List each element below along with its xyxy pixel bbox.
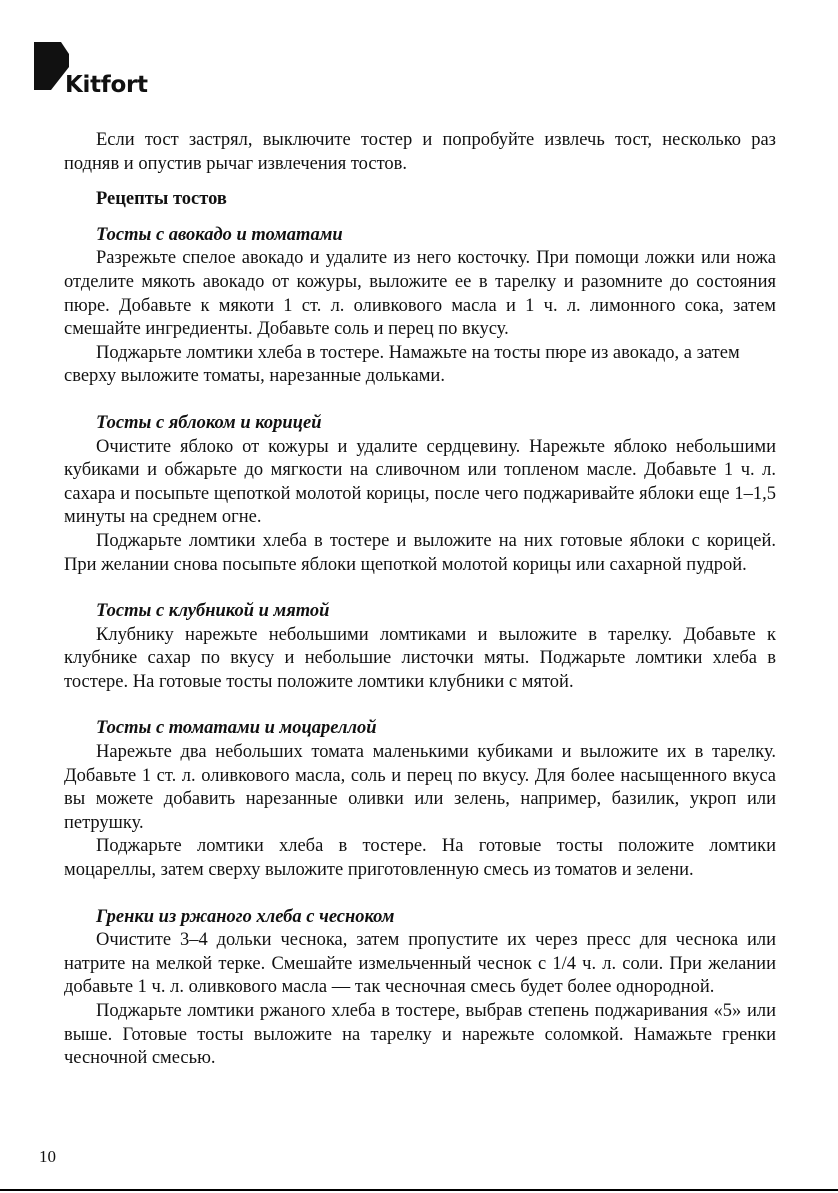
recipe-paragraph: Очистите яблоко от кожуры и удалите сердцевину. Нарежьте яблоко небольшими кубиками и обжарьте до мягкости на сливочном или топленом масле. Добавьте 1 ч. л. сахара и посыпьте щепоткой молотой корицы, после чего поджаривайте яблоки еще 1–1,5 минуты на среднем огне. [64,436,776,528]
recipe-paragraph: Нарежьте два небольших томата маленькими кубиками и выложите их в тарелку. Добавьте 1 ст. л. оливкового масла, соль и перец по вкусу. Для более насыщенного вкуса вы можете добавить нарезанные оливки или зелень, например, базилик, укроп или петрушку. [64,742,776,833]
recipe-title: Тосты с томатами и моцареллой [96,718,377,739]
recipe-title: Тосты с клубникой и мятой [96,601,330,622]
page-number: 10 [39,1147,56,1166]
recipe-paragraph: Поджарьте ломтики хлеба в тостере. На готовые тосты положите ломтики моцареллы, затем сверху выложите приготовленную смесь из томатов и зелени. [64,836,776,881]
recipe-mozzarella [64,717,776,882]
logo-text: Kitfort [65,72,148,98]
recipe-rye-garlic [64,906,776,1071]
recipe-paragraph: Клубнику нарежьте небольшими ломтиками и выложите в тарелку. Добавьте к клубнике сахар по вкусу и небольшие листочки мяты. Поджарьте ломтики хлеба в тостере. На готовые тосты положите ломтики клубники с мятой. [64,624,776,692]
recipe-strawberry [64,600,776,694]
recipe-paragraph: Поджарьте ломтики хлеба в тостере. Намажьте на тосты пюре из авокадо, а затем сверху выложите томаты, нарезанные дольками. [64,342,740,387]
recipe-title: Тосты с авокадо и томатами [96,224,343,245]
kitfort-logo [34,42,148,102]
section-title: Рецепты тостов [96,189,227,210]
recipe-avocado [64,224,776,389]
intro-paragraph: Если тост застрял, выключите тостер и попробуйте извлечь тост, несколько раз подняв и опустив рычаг извлечения тостов. [64,130,776,174]
recipe-paragraph: Поджарьте ломтики хлеба в тостере и выложите на них готовые яблоки с корицей. При желании снова посыпьте яблоки щепоткой молотой корицы или сахарной пудрой. [64,530,776,575]
recipe-paragraph: Поджарьте ломтики ржаного хлеба в тостере, выбрав степень поджаривания «5» или выше. Готовые тосты выложите на тарелку и нарежьте соломкой. Намажьте гренки чесночной смесью. [64,1001,776,1069]
recipe-title: Гренки из ржаного хлеба с чесноком [96,906,395,927]
page-content [64,129,776,1071]
recipe-title: Тосты с яблоком и корицей [96,412,322,433]
recipe-apple [64,412,776,577]
bottom-rule [0,1189,838,1191]
recipe-paragraph: Очистите 3–4 дольки чеснока, затем пропустите их через пресс для чеснока или натрите на мелкой терке. Смешайте измельченный чеснок с 1/4 ч. л. соли. При желании добавьте 1 ч. л. оливкового масла — так чесночная смесь будет более однородной. [64,930,776,998]
recipe-paragraph: Разрежьте спелое авокадо и удалите из него косточку. При помощи ложки или ножа отделите мякоть авокадо от кожуры, выложите ее в тарелку и разомните до состояния пюре. Добавьте к мякоти 1 ст. л. оливкового масла и 1 ч. л. лимонного сока, затем смешайте ингредиенты. Добавьте соль и перец по вкусу. [64,248,776,340]
